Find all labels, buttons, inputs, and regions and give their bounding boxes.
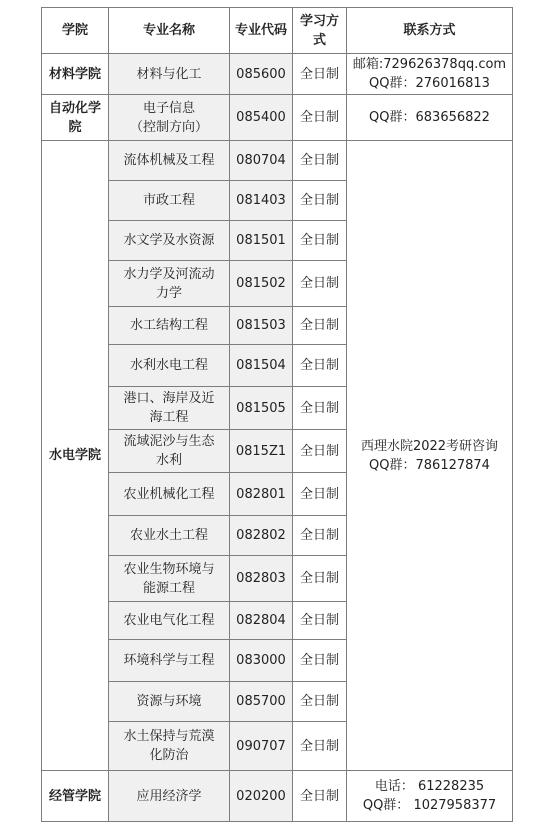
- code-cell: 081504: [230, 345, 293, 387]
- code-cell: 085600: [230, 54, 293, 95]
- mode-cell: 全日制: [293, 95, 347, 141]
- code-cell: 081503: [230, 307, 293, 345]
- header-major: 专业名称: [109, 8, 230, 54]
- major-cell: 农业水土工程: [109, 516, 230, 556]
- mode-cell: 全日制: [293, 221, 347, 261]
- mode-cell: 全日制: [293, 602, 347, 640]
- contact-cell: 西理水院2022考研咨询 QQ群：786127874: [347, 141, 513, 771]
- code-cell: 020200: [230, 771, 293, 822]
- mode-cell: 全日制: [293, 141, 347, 181]
- code-cell: 083000: [230, 640, 293, 682]
- table-row: [42, 95, 513, 141]
- mode-cell: 全日制: [293, 682, 347, 722]
- contact-cell: QQ群：683656822: [347, 95, 513, 141]
- major-cell: 材料与化工: [109, 54, 230, 95]
- code-cell: 080704: [230, 141, 293, 181]
- table-row: [42, 141, 513, 181]
- mode-cell: 全日制: [293, 345, 347, 387]
- table-row: [42, 771, 513, 822]
- mode-cell: 全日制: [293, 307, 347, 345]
- major-cell: 农业生物环境与 能源工程: [109, 556, 230, 602]
- mode-cell: 全日制: [293, 473, 347, 516]
- mode-cell: 全日制: [293, 261, 347, 307]
- mode-cell: 全日制: [293, 181, 347, 221]
- code-cell: 090707: [230, 722, 293, 771]
- code-cell: 085700: [230, 682, 293, 722]
- major-cell: 水力学及河流动 力学: [109, 261, 230, 307]
- code-cell: 082802: [230, 516, 293, 556]
- major-cell: 水利水电工程: [109, 345, 230, 387]
- major-cell: 港口、海岸及近 海工程: [109, 387, 230, 430]
- major-cell: 市政工程: [109, 181, 230, 221]
- majors-table: [41, 7, 513, 822]
- major-cell: 应用经济学: [109, 771, 230, 822]
- college-cell: 经管学院: [42, 771, 109, 822]
- major-cell: 农业电气化工程: [109, 602, 230, 640]
- major-cell: 流域泥沙与生态 水利: [109, 430, 230, 473]
- major-cell: 水文学及水资源: [109, 221, 230, 261]
- contact-cell: 电话： 61228235 QQ群： 1027958377: [347, 771, 513, 822]
- mode-cell: 全日制: [293, 430, 347, 473]
- header-code: 专业代码: [230, 8, 293, 54]
- header-contact: 联系方式: [347, 8, 513, 54]
- code-cell: 081502: [230, 261, 293, 307]
- mode-cell: 全日制: [293, 771, 347, 822]
- code-cell: 081501: [230, 221, 293, 261]
- header-mode: 学习方式: [293, 8, 347, 54]
- major-cell: 水工结构工程: [109, 307, 230, 345]
- mode-cell: 全日制: [293, 722, 347, 771]
- mode-cell: 全日制: [293, 516, 347, 556]
- header-college: 学院: [42, 8, 109, 54]
- table-row: [42, 54, 513, 95]
- code-cell: 0815Z1: [230, 430, 293, 473]
- mode-cell: 全日制: [293, 556, 347, 602]
- code-cell: 082803: [230, 556, 293, 602]
- header-row: [42, 8, 513, 54]
- mode-cell: 全日制: [293, 387, 347, 430]
- major-cell: 电子信息 （控制方向）: [109, 95, 230, 141]
- contact-cell: 邮箱:729626378qq.com QQ群：276016813: [347, 54, 513, 95]
- college-cell: 材料学院: [42, 54, 109, 95]
- mode-cell: 全日制: [293, 54, 347, 95]
- major-cell: 环境科学与工程: [109, 640, 230, 682]
- code-cell: 081403: [230, 181, 293, 221]
- major-cell: 水土保持与荒漠 化防治: [109, 722, 230, 771]
- major-cell: 流体机械及工程: [109, 141, 230, 181]
- major-cell: 资源与环境: [109, 682, 230, 722]
- code-cell: 082801: [230, 473, 293, 516]
- code-cell: 081505: [230, 387, 293, 430]
- mode-cell: 全日制: [293, 640, 347, 682]
- major-cell: 农业机械化工程: [109, 473, 230, 516]
- code-cell: 085400: [230, 95, 293, 141]
- college-cell: 自动化学院: [42, 95, 109, 141]
- college-cell: 水电学院: [42, 141, 109, 771]
- code-cell: 082804: [230, 602, 293, 640]
